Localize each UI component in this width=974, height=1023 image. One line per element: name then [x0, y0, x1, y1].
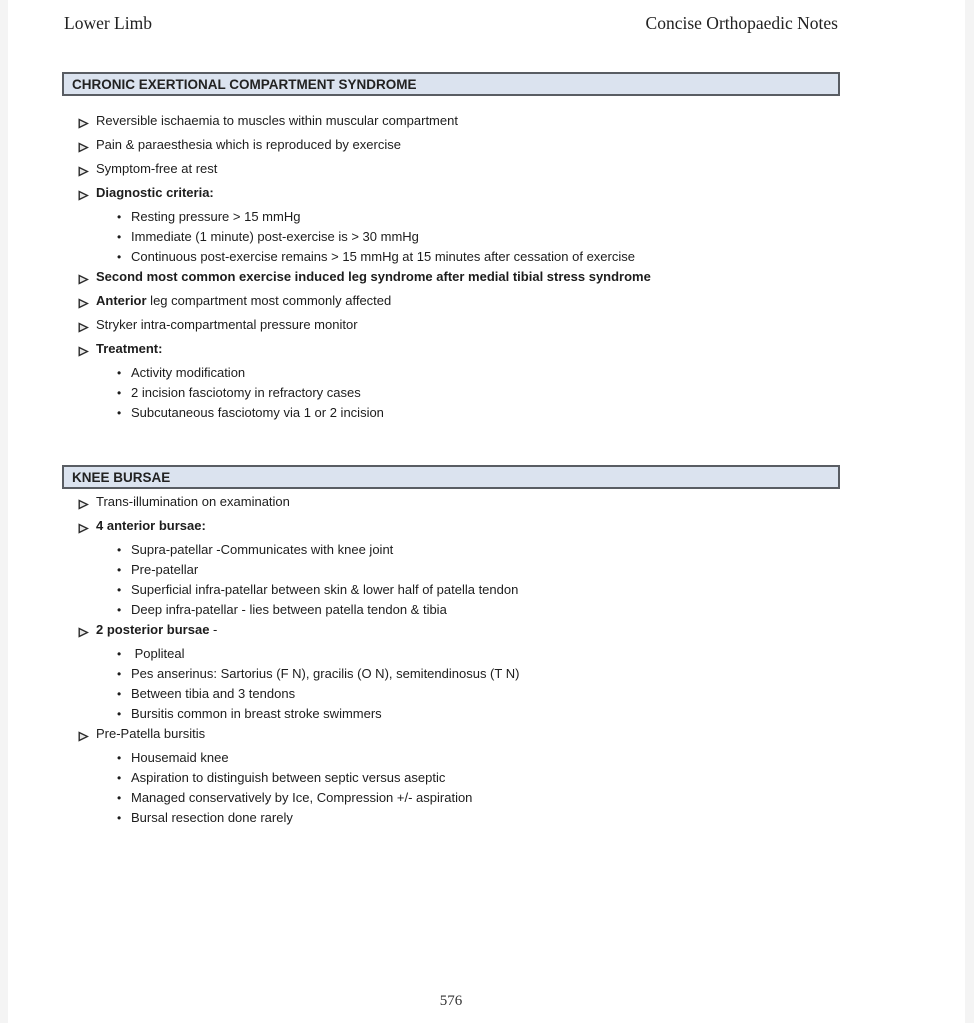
list-item-text — [96, 159, 217, 179]
list-item — [62, 247, 840, 267]
dot-bullet-icon: • — [117, 603, 122, 617]
text-run: Deep infra-patellar - lies between patella tendon & tibia — [131, 602, 447, 617]
list-item — [62, 768, 840, 788]
arrow-bullet-icon — [78, 291, 96, 315]
text-run: Trans-illumination on examination — [96, 494, 290, 509]
list-item-text — [131, 580, 518, 600]
list-item-text — [131, 644, 185, 664]
list-item-text — [96, 267, 651, 287]
page-number: 576 — [439, 993, 463, 1009]
list-item-text — [131, 227, 419, 247]
bold-text-run: Second most common exercise induced leg syndrome after medial tibial stress syndrome — [96, 269, 651, 284]
text-run: Bursal resection done rarely — [131, 810, 293, 825]
page-footer — [62, 993, 840, 1010]
arrow-bullet-icon — [78, 159, 96, 183]
list-item — [62, 684, 840, 704]
list-item — [62, 363, 840, 383]
header-book-title: Concise Orthopaedic Notes — [645, 13, 838, 33]
dot-bullet-icon: • — [117, 210, 122, 224]
section-title-box — [62, 72, 840, 96]
list-item — [62, 315, 840, 339]
arrow-bullet-icon — [78, 135, 96, 159]
text-run: Popliteal — [131, 646, 185, 661]
arrow-bullet-icon — [78, 724, 96, 748]
arrow-bullet-icon — [78, 516, 96, 540]
list-item-text — [131, 403, 384, 423]
section-list — [62, 492, 840, 828]
list-item — [62, 620, 840, 644]
list-item — [62, 704, 840, 724]
dot-bullet-icon: • — [117, 563, 122, 577]
dot-bullet-icon: • — [117, 230, 122, 244]
arrow-bullet-icon — [78, 620, 96, 644]
bold-text-run: 2 posterior bursae — [96, 622, 210, 637]
text-run: Pain & paraesthesia which is reproduced by exercise — [96, 137, 401, 152]
list-item — [62, 492, 840, 516]
list-item-text — [131, 768, 445, 788]
document-section — [62, 465, 840, 828]
dot-bullet-icon: • — [117, 366, 122, 380]
list-item-text — [96, 492, 290, 512]
list-item-text — [131, 247, 635, 267]
section-title: KNEE BURSAE — [72, 469, 171, 485]
list-item-text — [131, 540, 393, 560]
bold-text-run: 4 anterior bursae: — [96, 518, 206, 533]
page-edge-right — [965, 0, 974, 1023]
text-run: Pre-Patella bursitis — [96, 726, 206, 741]
text-run: Stryker intra-compartmental pressure monitor — [96, 317, 358, 332]
list-item — [62, 383, 840, 403]
dot-bullet-icon: • — [117, 250, 122, 264]
arrow-bullet-icon — [78, 315, 96, 339]
text-run: Supra-patellar -Communicates with knee joint — [131, 542, 394, 557]
text-run: Pre-patellar — [131, 562, 199, 577]
dot-bullet-icon: • — [117, 406, 122, 420]
list-item — [62, 267, 840, 291]
list-item-text — [96, 315, 358, 335]
list-item — [62, 808, 840, 828]
dot-bullet-icon: • — [117, 811, 122, 825]
list-item-text — [131, 704, 382, 724]
list-item — [62, 644, 840, 664]
section-title-box — [62, 465, 840, 489]
arrow-bullet-icon — [78, 267, 96, 291]
text-run: 2 incision fasciotomy in refractory cases — [131, 385, 361, 400]
text-run: Managed conservatively by Ice, Compression +/- aspiration — [131, 790, 473, 805]
list-item — [62, 183, 840, 207]
text-run: Resting pressure > 15 mmHg — [131, 209, 301, 224]
text-run: Housemaid knee — [131, 750, 229, 765]
bold-text-run: Diagnostic criteria: — [96, 185, 214, 200]
dot-bullet-icon: • — [117, 687, 122, 701]
text-run: - — [209, 622, 218, 637]
header-section-title: Lower Limb — [64, 13, 152, 33]
list-item-text — [131, 560, 198, 580]
list-item-text — [131, 207, 300, 227]
arrow-bullet-icon — [78, 492, 96, 516]
list-item — [62, 664, 840, 684]
section-list — [62, 111, 840, 423]
list-item — [62, 135, 840, 159]
list-item-text — [96, 183, 214, 203]
list-item-text — [131, 664, 519, 684]
list-item-text — [96, 111, 458, 131]
arrow-bullet-icon — [78, 339, 96, 363]
list-item — [62, 788, 840, 808]
dot-bullet-icon: • — [117, 791, 122, 805]
text-run: Immediate (1 minute) post-exercise is > 30 mmHg — [131, 229, 419, 244]
dot-bullet-icon: • — [117, 667, 122, 681]
list-item-text — [96, 339, 162, 359]
list-item-text — [96, 620, 217, 640]
list-item-text — [131, 748, 229, 768]
list-item — [62, 339, 840, 363]
list-item — [62, 227, 840, 247]
list-item-text — [131, 363, 245, 383]
text-run: Activity modification — [131, 365, 246, 380]
list-item-text — [96, 291, 391, 311]
list-item-text — [96, 516, 206, 536]
list-item — [62, 580, 840, 600]
page-edge-left — [0, 0, 8, 1023]
dot-bullet-icon: • — [117, 771, 122, 785]
text-run: Continuous post-exercise remains > 15 mmHg at 15 minutes after cessation of exercise — [131, 249, 635, 264]
dot-bullet-icon: • — [117, 707, 122, 721]
dot-bullet-icon: • — [117, 386, 122, 400]
text-run: Pes anserinus: Sartorius (F N), gracilis (O N), semitendinosus (T N) — [131, 666, 520, 681]
bold-text-run: Anterior — [96, 293, 147, 308]
list-item — [62, 600, 840, 620]
arrow-bullet-icon — [78, 183, 96, 207]
list-item — [62, 724, 840, 748]
text-run: Between tibia and 3 tendons — [131, 686, 296, 701]
text-run: Subcutaneous fasciotomy via 1 or 2 incision — [131, 405, 384, 420]
list-item — [62, 207, 840, 227]
text-run: Superficial infra-patellar between skin & lower half of patella tendon — [131, 582, 519, 597]
list-item-text — [131, 808, 293, 828]
text-run: Reversible ischaemia to muscles within muscular compartment — [96, 113, 458, 128]
list-item-text — [96, 135, 401, 155]
list-item — [62, 111, 840, 135]
dot-bullet-icon: • — [117, 543, 122, 557]
list-item — [62, 540, 840, 560]
page-header — [0, 0, 974, 34]
list-item-text — [131, 684, 295, 704]
list-item — [62, 403, 840, 423]
dot-bullet-icon: • — [117, 751, 122, 765]
page-content — [62, 72, 840, 828]
list-item-text — [131, 383, 361, 403]
document-section — [62, 72, 840, 423]
section-title: CHRONIC EXERTIONAL COMPARTMENT SYNDROME — [72, 76, 417, 92]
text-run: Symptom-free at rest — [96, 161, 218, 176]
dot-bullet-icon: • — [117, 647, 122, 661]
list-item — [62, 159, 840, 183]
text-run: leg compartment most commonly affected — [146, 293, 392, 308]
arrow-bullet-icon — [78, 111, 96, 135]
list-item — [62, 748, 840, 768]
text-run: Bursitis common in breast stroke swimmers — [131, 706, 382, 721]
list-item-text — [131, 600, 447, 620]
list-item — [62, 560, 840, 580]
bold-text-run: Treatment: — [96, 341, 163, 356]
list-item-text — [96, 724, 205, 744]
list-item — [62, 516, 840, 540]
text-run: Aspiration to distinguish between septic versus aseptic — [131, 770, 446, 785]
list-item-text — [131, 788, 472, 808]
list-item — [62, 291, 840, 315]
dot-bullet-icon: • — [117, 583, 122, 597]
